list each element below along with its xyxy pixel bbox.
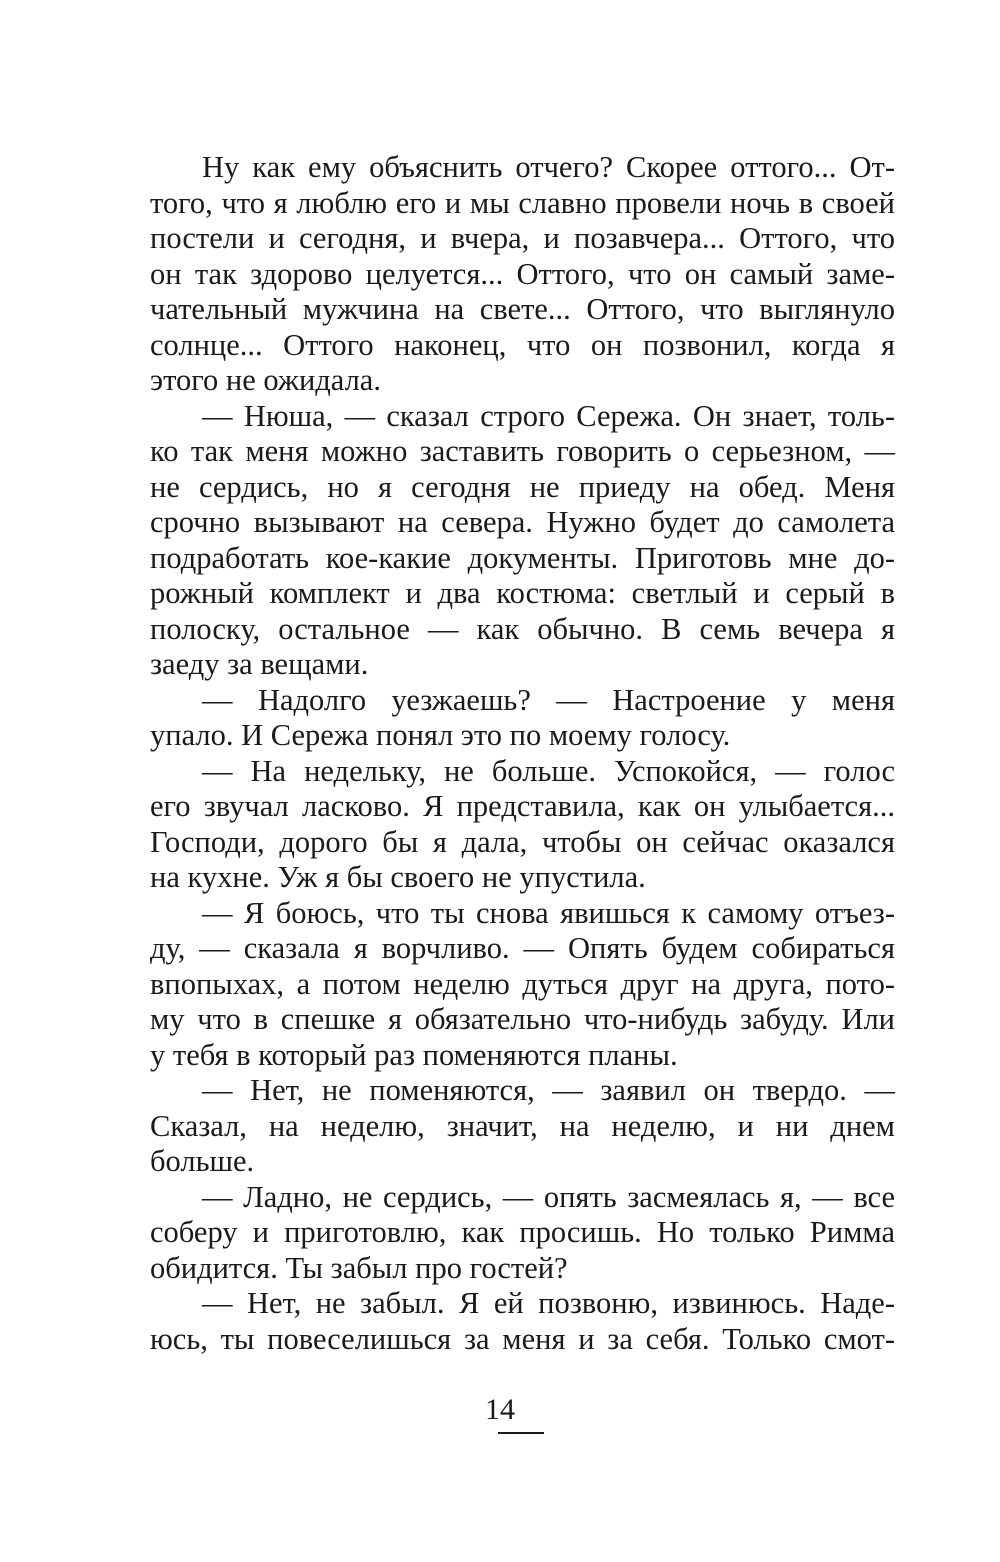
text-line: — Надолго уезжаешь? — Настроение у меня <box>202 682 895 717</box>
text-line: му что в спешке я обязательно что-нибудь забуду. Или <box>150 1002 895 1036</box>
text-line: Сказал, на неделю, значит, на неделю, и ни днем <box>150 1108 895 1143</box>
text-line: — Я боюсь, что ты снова явишься к самому отъез- <box>202 895 895 930</box>
text-line: его звучал ласково. Я представила, как он улыбается... <box>150 789 895 823</box>
text-line: обидится. Ты забыл про гостей? <box>150 1250 568 1285</box>
text-line: — Ладно, не сердись, — опять засмеялась я, — все <box>202 1179 895 1214</box>
text-line: ко так меня можно заставить говорить о серьезном, — <box>150 434 895 468</box>
text-line: этого не ожидала. <box>150 363 381 397</box>
text-line: — На недельку, не больше. Успокойся, — голос <box>202 753 895 788</box>
text-line: подработать кое-какие документы. Приготовь мне до- <box>150 540 895 575</box>
text-line: солнце... Оттого наконец, что он позвонил, когда я <box>150 327 895 362</box>
text-line: полоску, остальное — как обычно. В семь вечера я <box>150 611 895 646</box>
text-line: — Нюша, — сказал строго Сережа. Он знает, толь- <box>202 398 895 433</box>
page-number-rule <box>498 1432 544 1434</box>
text-line: впопыхах, а потом неделю дуться друг на друга, пото- <box>150 966 895 1001</box>
text-line: юсь, ты повеселишься за меня и за себя. Только смот- <box>150 1321 895 1356</box>
text-line: постели и сегодня, и вчера, и позавчера... Оттого, что <box>150 221 895 255</box>
text-line: Господи, дорого бы я дала, чтобы он сейчас оказался <box>150 824 895 859</box>
page-number: 14 <box>485 1393 515 1426</box>
text-line: срочно вызывают на севера. Нужно будет до самолета <box>150 505 895 539</box>
text-line: — Нет, не поменяются, — заявил он твердо. — <box>202 1073 895 1107</box>
text-line: ду, — сказала я ворчливо. — Опять будем собираться <box>150 931 895 965</box>
text-line: больше. <box>150 1144 255 1178</box>
text-line: Ну как ему объяснить отчего? Скорее оттого... От- <box>202 150 895 184</box>
text-line: упало. И Сережа понял это по моему голосу. <box>150 718 731 752</box>
text-line: у тебя в который раз поменяются планы. <box>150 1037 678 1072</box>
text-line: — Нет, не забыл. Я ей позвоню, извинюсь. Наде- <box>202 1286 895 1320</box>
text-line: не сердись, но я сегодня не приеду на обед. Меня <box>150 469 895 504</box>
text-line: он так здорово целуется... Оттого, что он самый заме- <box>150 256 895 291</box>
text-line: соберу и приготовлю, как просишь. Но только Римма <box>150 1215 895 1249</box>
text-line: рожный комплект и два костюма: светлый и серый в <box>150 576 895 610</box>
text-line: заеду за вещами. <box>150 647 369 681</box>
body-text <box>150 150 895 1357</box>
text-line: того, что я люблю его и мы славно провели ночь в своей <box>150 185 895 220</box>
text-line: на кухне. Уж я бы своего не упустила. <box>150 860 646 894</box>
text-line: чательный мужчина на свете... Оттого, что выглянуло <box>150 292 895 326</box>
